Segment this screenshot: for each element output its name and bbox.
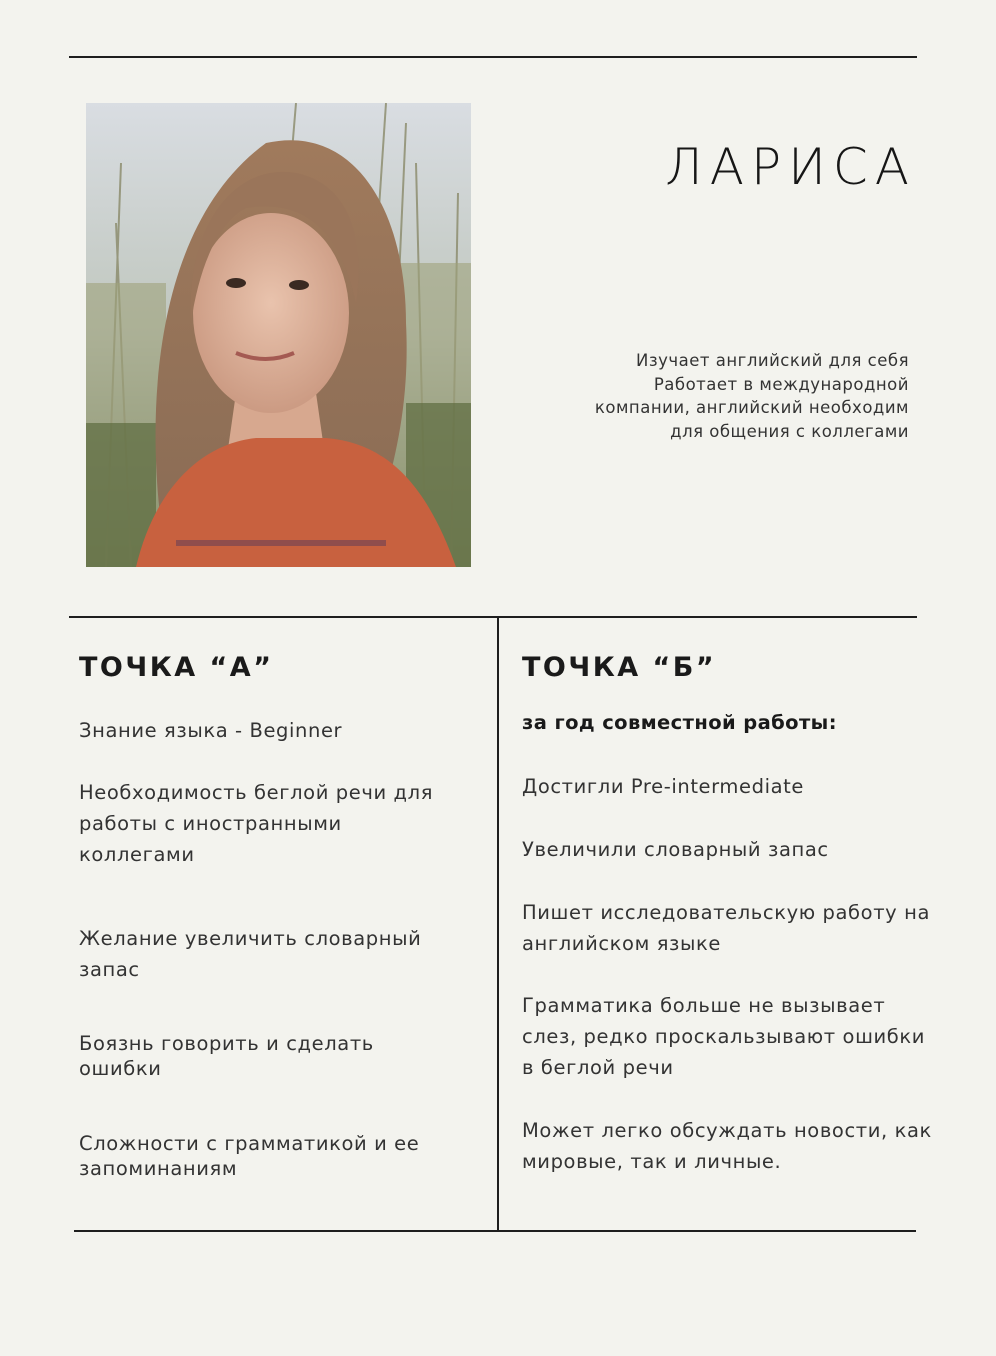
- item-line: запас: [79, 958, 140, 981]
- point-b-item: [522, 897, 930, 959]
- bottom-divider: [74, 1230, 916, 1232]
- item-line: коллегами: [79, 843, 195, 866]
- item-line: Грамматика больше не вызывает: [522, 994, 886, 1017]
- bio-line: Изучает английский для себя: [636, 351, 909, 370]
- item-line: работы с иностранными: [79, 812, 342, 835]
- bio-line: компании, английский необходим: [594, 398, 909, 417]
- item-line: Боязнь говорить и сделать: [79, 1032, 374, 1055]
- point-a-item: [79, 715, 342, 746]
- item-line: запоминаниям: [79, 1157, 238, 1180]
- point-a-item: [79, 777, 433, 870]
- item-line: Знание языка - Beginner: [79, 719, 343, 742]
- portrait-image: [86, 103, 471, 567]
- top-divider: [69, 56, 917, 58]
- middle-divider: [69, 616, 917, 618]
- bio-line: Работает в международной: [653, 374, 909, 394]
- item-line: Пишет исследовательскую работу на: [522, 901, 931, 924]
- profile-photo: [86, 103, 471, 567]
- item-line: Может легко обсуждать новости, как: [522, 1119, 932, 1142]
- point-b-item: [522, 771, 804, 802]
- item-line: Необходимость беглой речи для: [79, 781, 434, 804]
- point-b-heading: ТОЧКА “Б”: [522, 652, 717, 683]
- item-line: Достигли Pre-intermediate: [522, 775, 805, 798]
- item-line: слез, редко проскальзывают ошибки: [522, 1025, 926, 1048]
- point-b-item: [522, 990, 925, 1083]
- point-b-item: [522, 1115, 932, 1177]
- bio-text: [520, 349, 909, 443]
- column-divider: [497, 617, 499, 1231]
- point-b-item: [522, 834, 829, 865]
- item-line: ошибки: [79, 1057, 162, 1080]
- point-a-item: [79, 1031, 374, 1081]
- point-b-subheading: за год совместной работы:: [522, 711, 837, 734]
- item-line: Увеличили словарный запас: [522, 838, 829, 861]
- item-line: английском языке: [522, 932, 721, 955]
- point-a-item: [79, 923, 421, 985]
- point-a-item: [79, 1131, 419, 1181]
- point-a-heading: ТОЧКА “А”: [79, 652, 274, 683]
- bio-line: для общения с коллегами: [670, 421, 909, 441]
- item-line: мировые, так и личные.: [522, 1150, 782, 1173]
- item-line: Сложности с грамматикой и ее: [79, 1132, 420, 1155]
- person-name: ЛАРИСА: [665, 138, 916, 196]
- item-line: в беглой речи: [522, 1056, 674, 1079]
- item-line: Желание увеличить словарный: [79, 927, 422, 950]
